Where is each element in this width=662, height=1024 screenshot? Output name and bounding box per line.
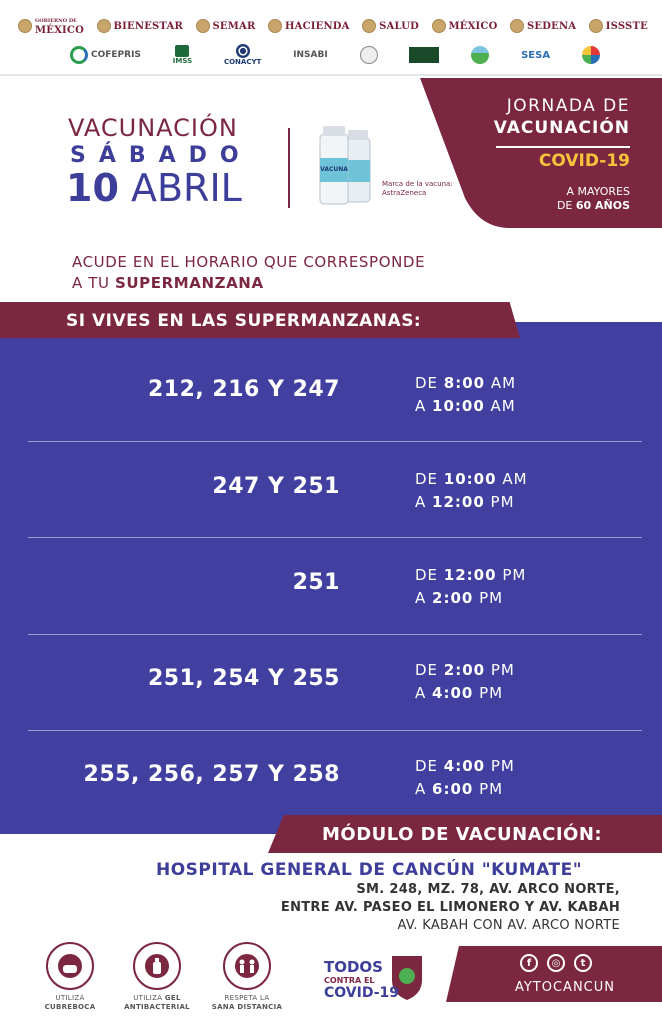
face-mask-icon — [46, 942, 94, 990]
time-cell: DE 12:00 PM A 2:00 PM — [415, 566, 527, 607]
cofepris-logo: COFEPRIS — [70, 46, 141, 64]
contra-text: CONTRA EL — [324, 976, 375, 985]
supermanzana-cell: 255, 256, 257 Y 258 — [83, 762, 340, 787]
event-title: VACUNACIÓN — [68, 114, 238, 142]
tip-facemask — [42, 942, 98, 1012]
sanitizer-icon — [133, 942, 181, 990]
cofepris-icon — [70, 46, 88, 64]
sesa-logo: SESA — [521, 49, 551, 61]
seal-icon — [18, 19, 32, 33]
conacyt-logo: CONACYT — [224, 44, 261, 66]
social-handle[interactable]: AYTOCANCUN — [514, 980, 615, 995]
tip-distance — [208, 942, 286, 1012]
insabi-logo: INSABI — [293, 50, 328, 60]
row-divider — [28, 730, 642, 731]
todos-text: TODOS — [324, 958, 383, 976]
tip-caption: UTILIZA GEL ANTIBACTERIAL — [124, 994, 190, 1011]
instagram-icon[interactable]: ◎ — [547, 954, 565, 972]
mexico-logo: MÉXICO — [432, 19, 498, 33]
seal-icon — [432, 19, 446, 33]
supermanzana-cell: 212, 216 Y 247 — [147, 377, 340, 402]
divider — [496, 146, 630, 148]
facebook-icon[interactable]: f — [520, 954, 538, 972]
address-line1: SM. 248, MZ. 78, AV. ARCO NORTE, — [356, 882, 620, 897]
banner-line1: JORNADA DE — [506, 96, 630, 116]
tip-caption: RESPETA LA SANA DISTANCIA — [211, 994, 283, 1011]
imss-logo: IMSS — [173, 45, 192, 65]
imss-icon — [175, 45, 189, 57]
intro-line1: ACUDE EN EL HORARIO QUE CORRESPONDE — [72, 253, 426, 271]
event-day: SÁBADO — [70, 143, 252, 168]
conacyt-icon — [236, 44, 250, 58]
covid-text: COVID-19 — [324, 985, 400, 1001]
gobierno-mexico-logo: GOBIERNO DE MÉXICO — [18, 17, 84, 35]
hospital-name: HOSPITAL GENERAL DE CANCÚN "KUMATE" — [156, 860, 583, 880]
vial-label: VACUNA — [320, 166, 348, 173]
address-line3: AV. KABAH CON AV. ARCO NORTE — [397, 918, 620, 933]
event-date: 10 ABRIL — [66, 166, 242, 210]
todos-contra-covid-logo — [322, 952, 432, 1002]
emblem-icon — [360, 46, 378, 64]
table-heading: SI VIVES EN LAS SUPERMANZANAS: — [66, 311, 422, 331]
seal-icon — [268, 19, 282, 33]
row-divider — [28, 634, 642, 635]
intro-line2: A TU SUPERMANZANA — [72, 274, 264, 292]
social-icons — [520, 954, 592, 972]
time-cell: DE 4:00 PM A 6:00 PM — [415, 757, 515, 798]
banner-age: A MAYORES DE 60 AÑOS — [556, 185, 630, 212]
cancun-seal-icon — [582, 46, 600, 64]
salud-logo: SALUD — [362, 19, 419, 33]
hacienda-logo: HACIENDA — [268, 19, 350, 33]
semar-logo: SEMAR — [196, 19, 256, 33]
seal-icon — [362, 19, 376, 33]
institution-logos-row2 — [70, 42, 600, 68]
tip-caption: UTILIZA CUBREBOCA — [44, 994, 96, 1011]
divider — [0, 74, 662, 76]
vaccine-brand: Marca de la vacuna: AstraZeneca — [382, 180, 453, 197]
twitter-icon[interactable]: t — [574, 954, 592, 972]
tip-gel — [122, 942, 192, 1012]
sedena-logo: SEDENA — [510, 19, 576, 33]
seal-icon — [510, 19, 524, 33]
supermanzana-cell: 251, 254 Y 255 — [147, 666, 340, 691]
quintana-roo-icon — [471, 46, 489, 64]
banner-line2: VACUNACIÓN — [493, 118, 630, 138]
supermanzana-cell: 251 — [292, 570, 340, 595]
divider — [288, 128, 290, 208]
issste-logo: ISSSTE — [589, 19, 648, 33]
institution-logos-row1 — [18, 12, 648, 40]
time-cell: DE 2:00 PM A 4:00 PM — [415, 661, 515, 702]
supermanzana-cell: 247 Y 251 — [212, 474, 340, 499]
address-line2: ENTRE AV. PASEO EL LIMONERO Y AV. KABAH — [280, 900, 620, 915]
flag-logo-icon — [409, 47, 439, 63]
vaccine-vials-image — [318, 126, 376, 206]
bienestar-logo: BIENESTAR — [97, 19, 184, 33]
row-divider — [28, 441, 642, 442]
seal-icon — [589, 19, 603, 33]
distance-icon — [223, 942, 271, 990]
banner-covid: COVID-19 — [538, 151, 630, 171]
module-heading: MÓDULO DE VACUNACIÓN: — [322, 824, 603, 845]
seal-icon — [196, 19, 210, 33]
time-cell: DE 8:00 AM A 10:00 AM — [415, 374, 517, 415]
seal-icon — [97, 19, 111, 33]
row-divider — [28, 537, 642, 538]
time-cell: DE 10:00 AM A 12:00 PM — [415, 470, 528, 511]
